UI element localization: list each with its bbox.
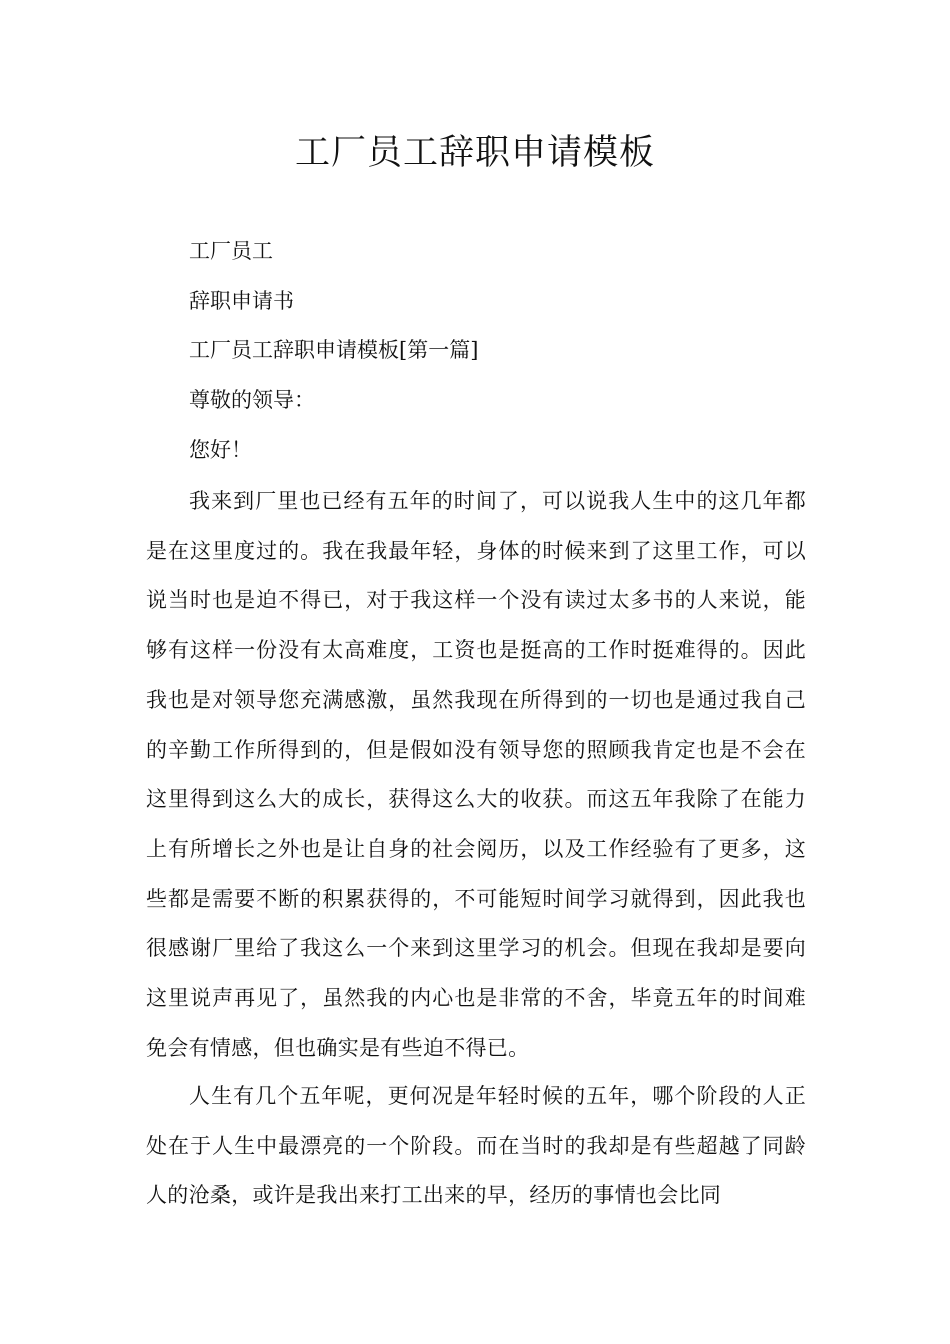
section-heading: 工厂员工辞职申请模板[第一篇] — [189, 338, 479, 362]
subject-line: 工厂员工 — [189, 239, 273, 263]
document-title: 工厂员工辞职申请模板 — [294, 133, 655, 173]
salutation: 尊敬的领导： — [189, 388, 315, 412]
body-paragraph: 我来到厂里也已经有五年的时间了，可以说我人生中的这几年都是在这里度过的。我在我最年轻，身体的时候来到了这里工作，可以说当时也是迫不得已，对于我这样一个没有读过太多书的人来说，能够有这样一份没有太高难度，工资也是挺高的工作时挺难得的。因此我也是对领导您充满感激，虽然我现在所得到的一切也是通过我自己的辛勤工作所得到的，但是假如没有领导您的照顾我肯定也是不会在这里得到这么大的成长，获得这么大的收获。而这五年我除了在能力上有所增长之外也是让自身的社会阅历，以及工作经验有了更多，这些都是需要不断的积累获得的，不可能短时间学习就得到，因此我也很感谢厂里给了我这么一个来到这里学习的机会。但现在我却是要向这里说声再见了，虽然我的内心也是非常的不舍，毕竟五年的时间难免会有情感，但也确实是有些迫不得已。 — [146, 489, 806, 1060]
document-type-line: 辞职申请书 — [189, 289, 294, 313]
body-paragraph: 人生有几个五年呢，更何况是年轻时候的五年，哪个阶段的人正处在于人生中最漂亮的一个阶段。而在当时的我却是有些超越了同龄人的沧桑，或许是我出来打工出来的早，经历的事情也会比同 — [146, 1084, 806, 1208]
greeting: 您好！ — [189, 438, 252, 462]
